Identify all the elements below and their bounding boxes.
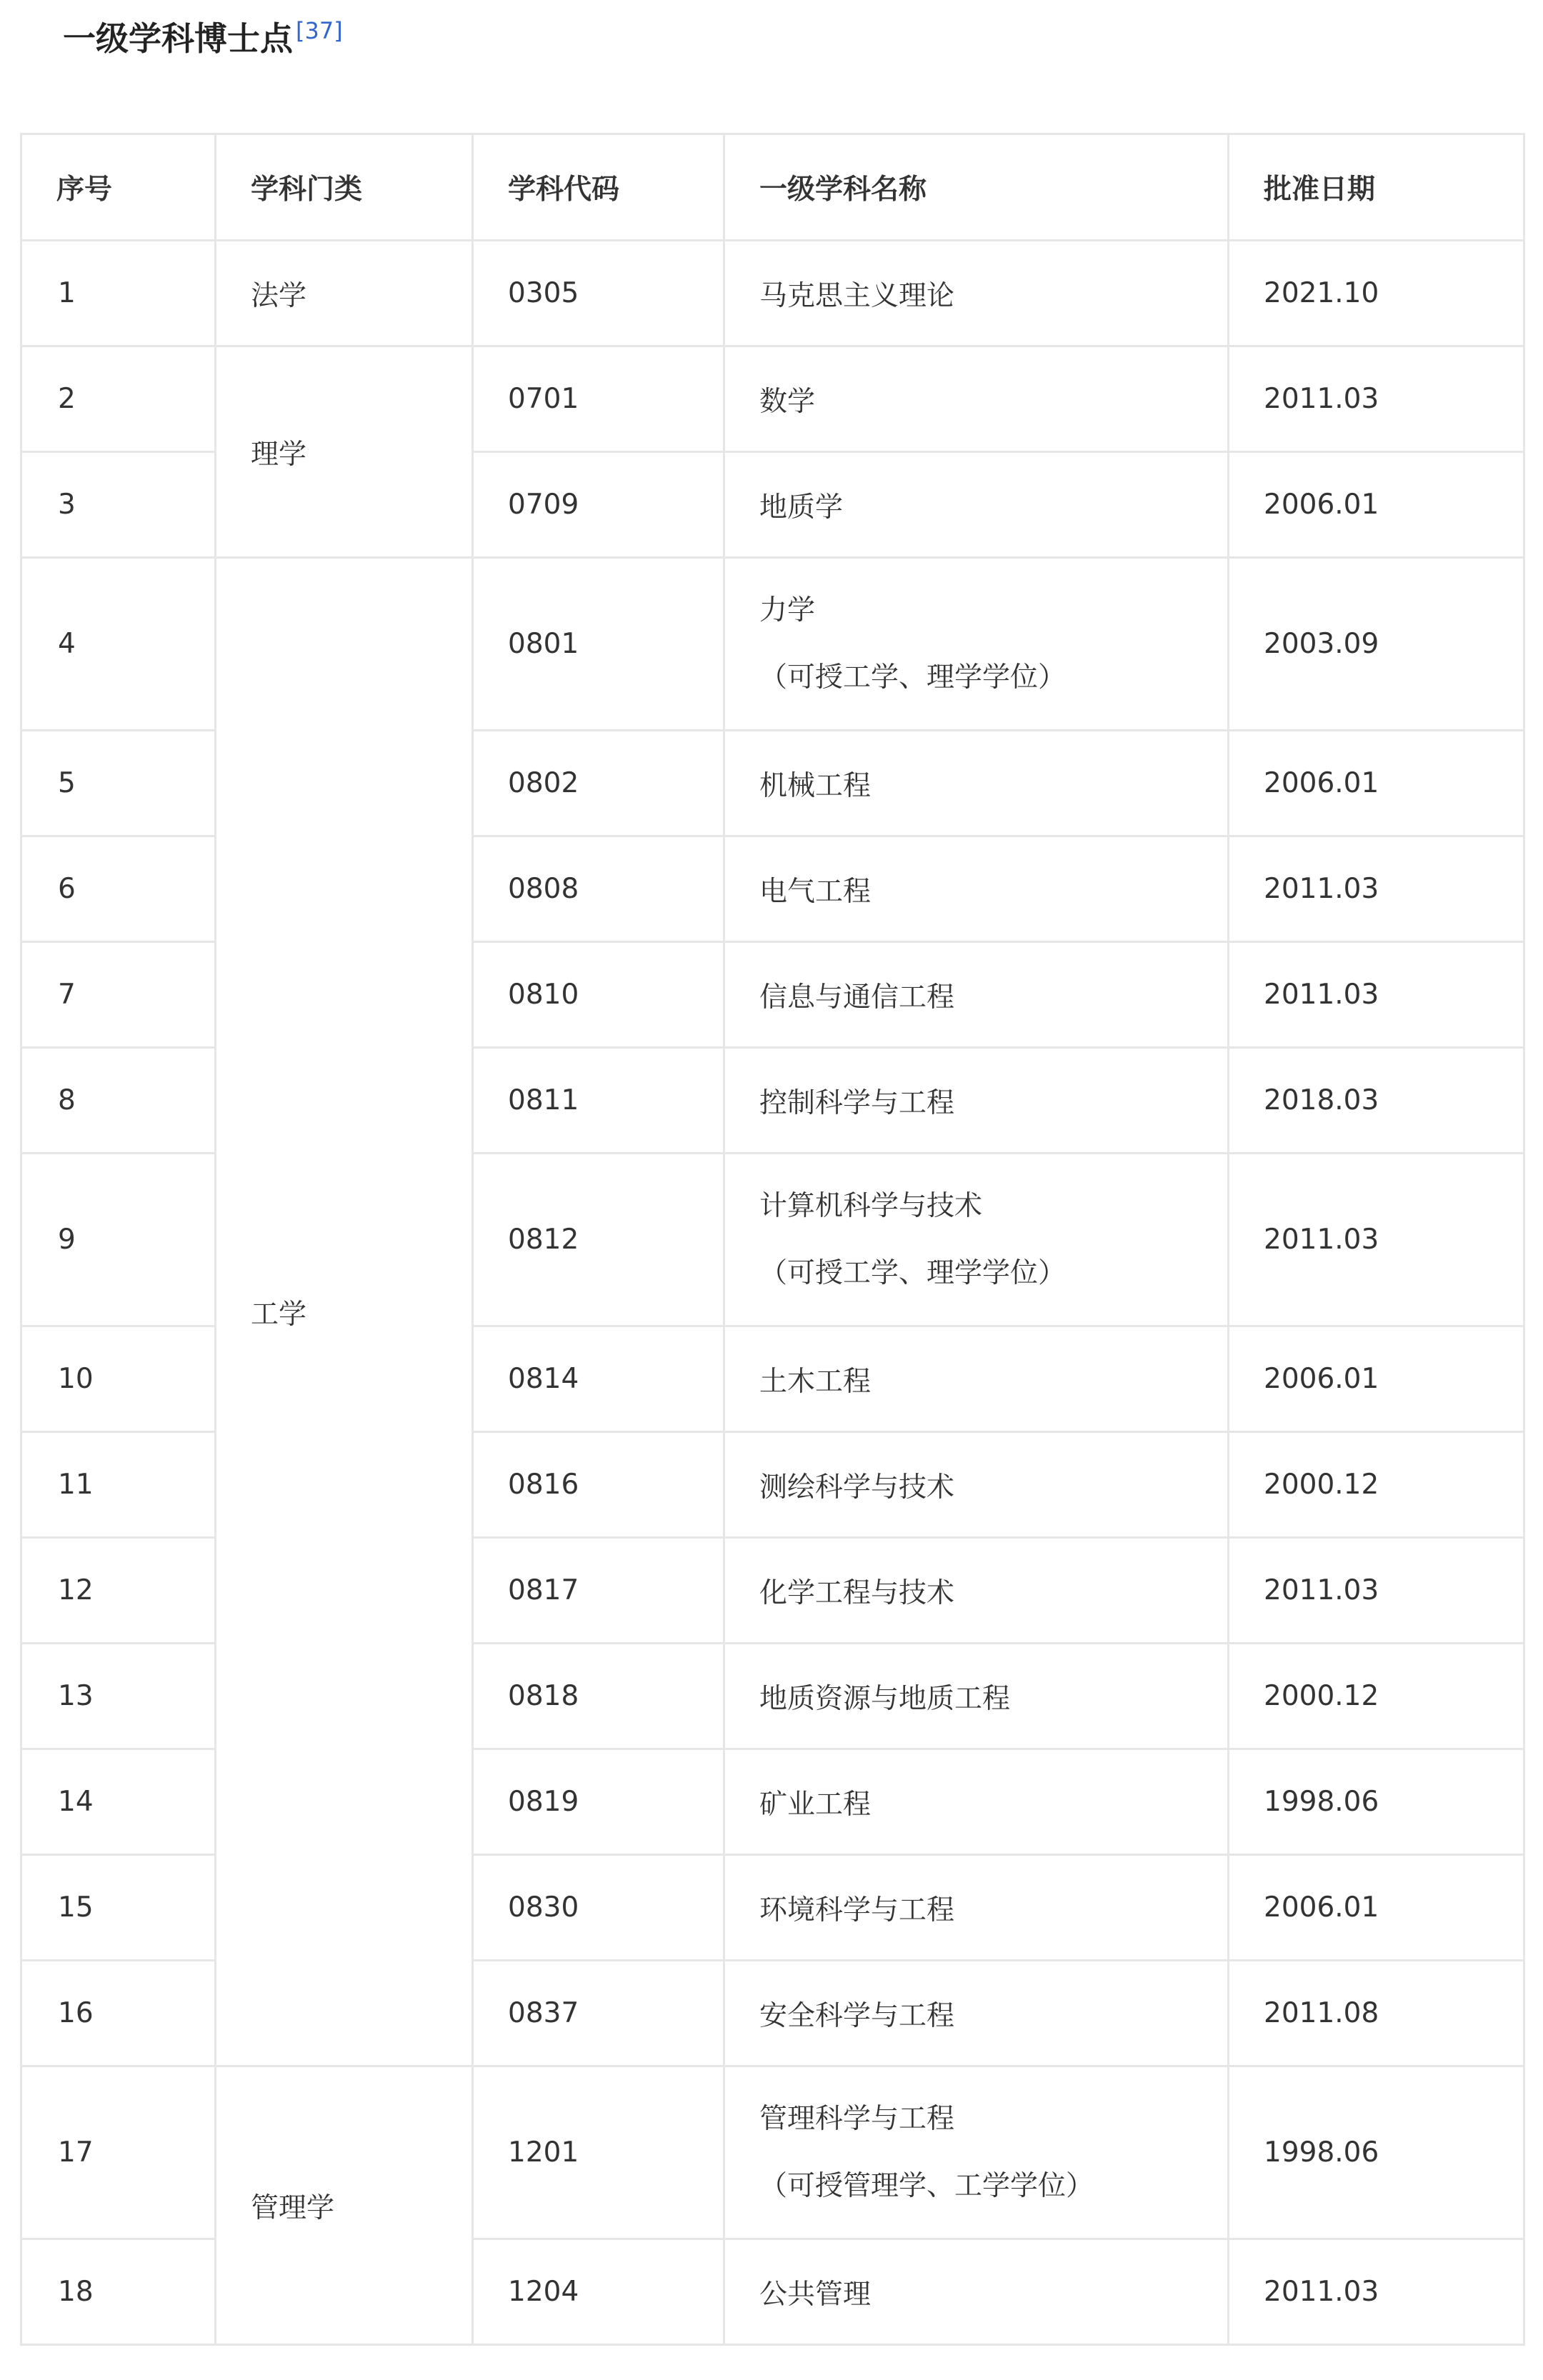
cell-code: 1201 bbox=[473, 2066, 724, 2239]
cell-seq: 10 bbox=[21, 1326, 216, 1432]
cell-approval-date: 2011.03 bbox=[1229, 836, 1524, 942]
cell-seq: 18 bbox=[21, 2239, 216, 2345]
cell-code: 0819 bbox=[473, 1749, 724, 1855]
cell-discipline-name: 公共管理 bbox=[724, 2239, 1229, 2345]
cell-seq: 9 bbox=[21, 1154, 216, 1326]
cell-code: 0814 bbox=[473, 1326, 724, 1432]
cell-code: 0811 bbox=[473, 1048, 724, 1154]
discipline-name-text: 力学 bbox=[759, 594, 816, 626]
cell-code: 0818 bbox=[473, 1644, 724, 1749]
cell-seq: 4 bbox=[21, 558, 216, 731]
cell-approval-date: 1998.06 bbox=[1229, 1749, 1524, 1855]
cell-seq: 3 bbox=[21, 452, 216, 558]
cell-code: 0816 bbox=[473, 1432, 724, 1538]
cell-discipline-name: 控制科学与工程 bbox=[724, 1048, 1229, 1154]
cell-approval-date: 2000.12 bbox=[1229, 1432, 1524, 1538]
section-title-text: 一级学科博士点 bbox=[63, 19, 293, 58]
cell-seq: 5 bbox=[21, 731, 216, 836]
cell-category: 法学 bbox=[216, 241, 473, 346]
cell-discipline-name bbox=[724, 2066, 1229, 2239]
cell-approval-date: 2011.03 bbox=[1229, 1538, 1524, 1644]
header-date: 批准日期 bbox=[1229, 134, 1524, 241]
cell-code: 0830 bbox=[473, 1855, 724, 1961]
cell-category: 管理学 bbox=[216, 2066, 473, 2345]
cell-seq: 13 bbox=[21, 1644, 216, 1749]
cell-discipline-name: 化学工程与技术 bbox=[724, 1538, 1229, 1644]
discipline-degree-note: （可授工学、理学学位） bbox=[759, 661, 1067, 694]
section-title bbox=[63, 13, 343, 64]
header-seq: 序号 bbox=[21, 134, 216, 241]
cell-seq: 16 bbox=[21, 1961, 216, 2066]
header-category: 学科门类 bbox=[216, 134, 473, 241]
discipline-degree-note: （可授管理学、工学学位） bbox=[759, 2169, 1094, 2202]
cell-seq: 12 bbox=[21, 1538, 216, 1644]
doctoral-disciplines-table bbox=[20, 133, 1525, 2346]
cell-code: 0305 bbox=[473, 241, 724, 346]
cell-code: 0701 bbox=[473, 346, 724, 452]
cell-seq: 7 bbox=[21, 942, 216, 1048]
cell-seq: 11 bbox=[21, 1432, 216, 1538]
cell-code: 0812 bbox=[473, 1154, 724, 1326]
cell-code: 1204 bbox=[473, 2239, 724, 2345]
cell-approval-date: 2011.03 bbox=[1229, 942, 1524, 1048]
cell-discipline-name: 地质资源与地质工程 bbox=[724, 1644, 1229, 1749]
cell-category: 工学 bbox=[216, 558, 473, 2066]
table-row bbox=[21, 241, 1524, 346]
cell-code: 0810 bbox=[473, 942, 724, 1048]
cell-code: 0801 bbox=[473, 558, 724, 731]
cell-approval-date: 1998.06 bbox=[1229, 2066, 1524, 2239]
table-row bbox=[21, 558, 1524, 731]
cell-approval-date: 2000.12 bbox=[1229, 1644, 1524, 1749]
cell-code: 0808 bbox=[473, 836, 724, 942]
cell-seq: 14 bbox=[21, 1749, 216, 1855]
header-name: 一级学科名称 bbox=[724, 134, 1229, 241]
cell-discipline-name: 数学 bbox=[724, 346, 1229, 452]
discipline-name-text: 计算机科学与技术 bbox=[759, 1189, 983, 1222]
cell-discipline-name: 电气工程 bbox=[724, 836, 1229, 942]
cell-discipline-name: 矿业工程 bbox=[724, 1749, 1229, 1855]
table-row bbox=[21, 346, 1524, 452]
cell-approval-date: 2006.01 bbox=[1229, 1326, 1524, 1432]
cell-discipline-name: 安全科学与工程 bbox=[724, 1961, 1229, 2066]
cell-approval-date: 2006.01 bbox=[1229, 1855, 1524, 1961]
cell-seq: 6 bbox=[21, 836, 216, 942]
cell-seq: 17 bbox=[21, 2066, 216, 2239]
cell-code: 0709 bbox=[473, 452, 724, 558]
cell-approval-date: 2021.10 bbox=[1229, 241, 1524, 346]
cell-seq: 8 bbox=[21, 1048, 216, 1154]
cell-approval-date: 2011.03 bbox=[1229, 1154, 1524, 1326]
cell-discipline-name: 马克思主义理论 bbox=[724, 241, 1229, 346]
cell-approval-date: 2006.01 bbox=[1229, 452, 1524, 558]
cell-code: 0802 bbox=[473, 731, 724, 836]
cell-approval-date: 2011.03 bbox=[1229, 346, 1524, 452]
cell-seq: 15 bbox=[21, 1855, 216, 1961]
cell-code: 0817 bbox=[473, 1538, 724, 1644]
cell-code: 0837 bbox=[473, 1961, 724, 2066]
table-header-row bbox=[21, 134, 1524, 241]
table-body bbox=[21, 241, 1524, 2345]
cell-approval-date: 2011.03 bbox=[1229, 2239, 1524, 2345]
cell-discipline-name: 地质学 bbox=[724, 452, 1229, 558]
citation-link[interactable]: [37] bbox=[296, 16, 343, 44]
discipline-name-text: 管理科学与工程 bbox=[759, 2102, 955, 2135]
header-code: 学科代码 bbox=[473, 134, 724, 241]
cell-category: 理学 bbox=[216, 346, 473, 558]
cell-discipline-name bbox=[724, 1154, 1229, 1326]
cell-approval-date: 2006.01 bbox=[1229, 731, 1524, 836]
cell-discipline-name: 土木工程 bbox=[724, 1326, 1229, 1432]
discipline-degree-note: （可授工学、理学学位） bbox=[759, 1256, 1067, 1289]
cell-seq: 2 bbox=[21, 346, 216, 452]
cell-approval-date: 2003.09 bbox=[1229, 558, 1524, 731]
cell-approval-date: 2011.08 bbox=[1229, 1961, 1524, 2066]
table-row bbox=[21, 2066, 1524, 2239]
cell-seq: 1 bbox=[21, 241, 216, 346]
cell-approval-date: 2018.03 bbox=[1229, 1048, 1524, 1154]
cell-discipline-name: 环境科学与工程 bbox=[724, 1855, 1229, 1961]
cell-discipline-name: 测绘科学与技术 bbox=[724, 1432, 1229, 1538]
cell-discipline-name bbox=[724, 558, 1229, 731]
cell-discipline-name: 信息与通信工程 bbox=[724, 942, 1229, 1048]
cell-discipline-name: 机械工程 bbox=[724, 731, 1229, 836]
